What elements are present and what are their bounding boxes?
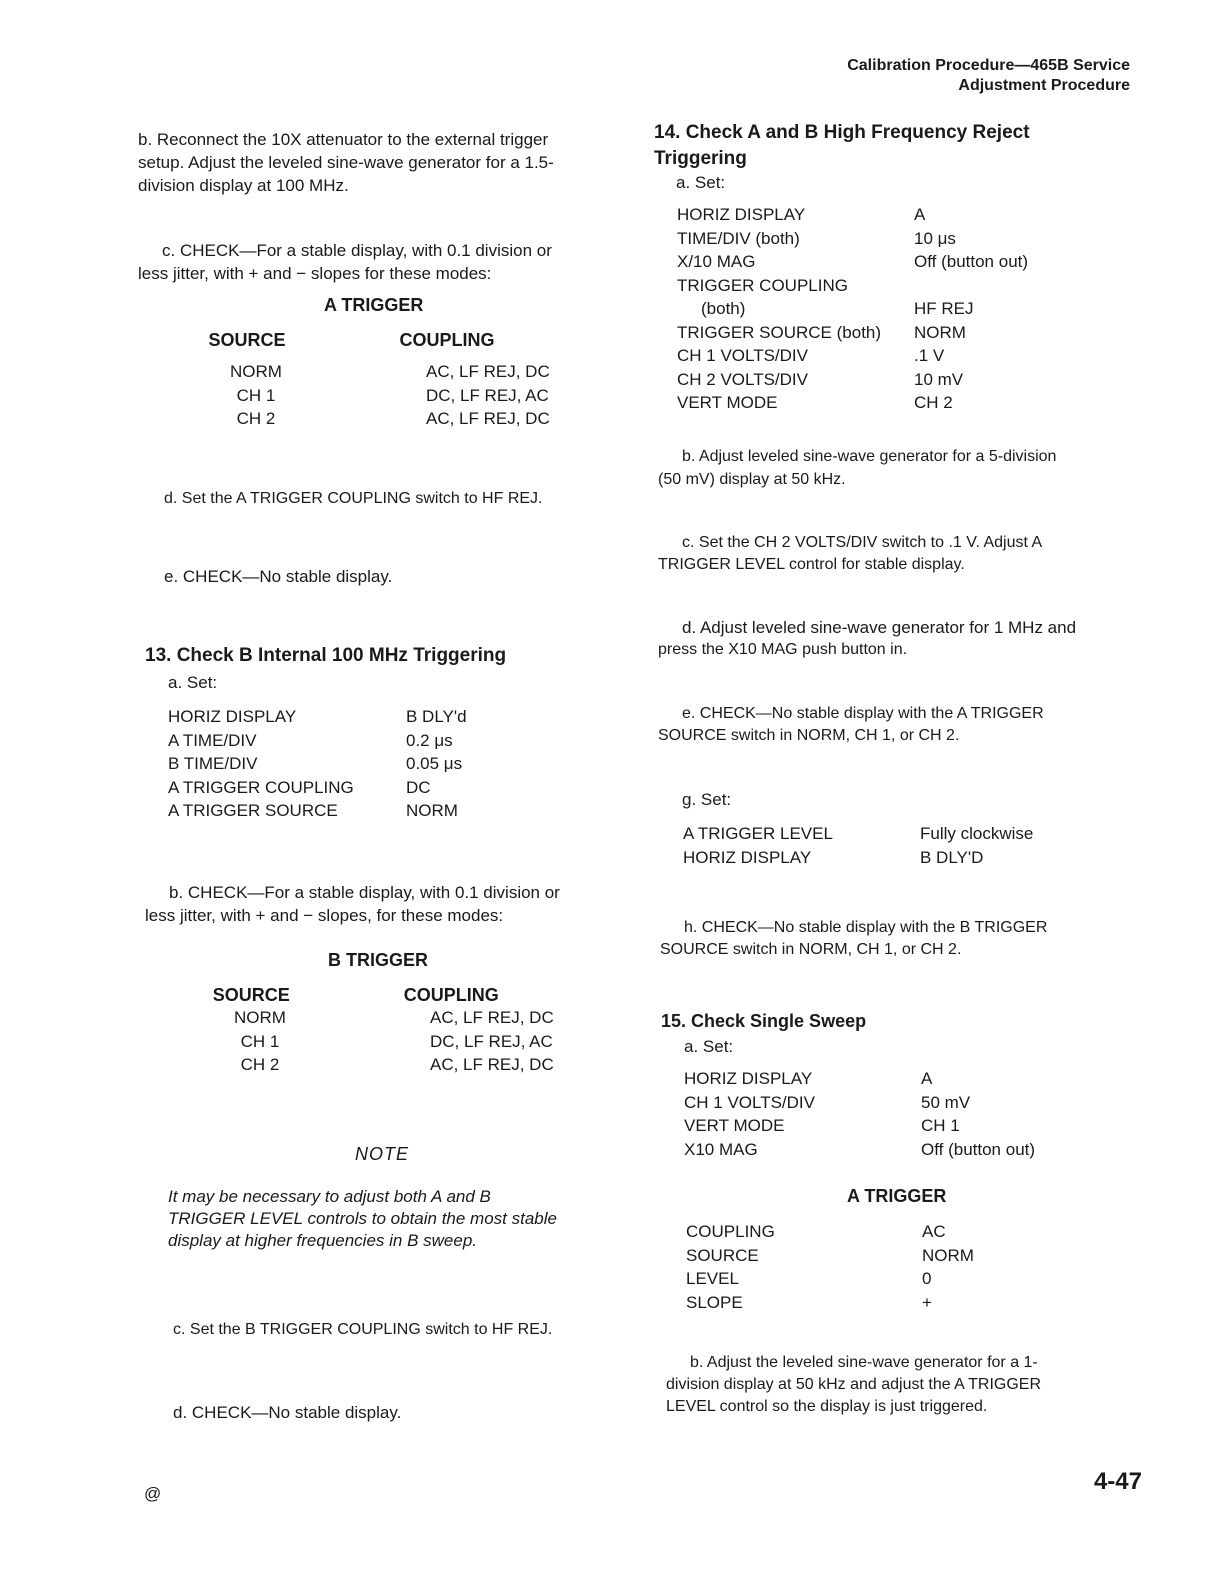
- section-14-step-d: [658, 617, 1138, 661]
- setting-value: Off (button out): [914, 252, 1029, 271]
- coupling-header: COUPLING: [399, 330, 495, 350]
- step-b-line-1: b. Reconnect the 10X attenuator to the external trigger: [138, 130, 549, 149]
- step-b-line-2: division display at 50 kHz and adjust the A TRIGGER: [666, 1376, 1042, 1393]
- section-13-step-d: d. CHECK—No stable display.: [173, 1403, 402, 1422]
- setting-key: CH 1 VOLTS/DIV: [684, 1092, 815, 1112]
- table-row: [204, 1006, 604, 1030]
- section-13-heading: 13. Check B Internal 100 MHz Triggering: [145, 645, 507, 666]
- setting-key: CH 1 VOLTS/DIV: [677, 346, 808, 365]
- table-row: [200, 407, 600, 431]
- coupling-cell: AC, LF REJ, DC: [430, 1055, 554, 1074]
- step-e-line-1: e. CHECK—No stable display with the A TRIGGER: [682, 705, 1044, 722]
- step-h-line-1: h. CHECK—No stable display with the B TRIGGER: [684, 919, 1048, 936]
- setting-value: Fully clockwise: [920, 824, 1034, 843]
- settings-row: [677, 391, 1028, 415]
- source-cell: NORM: [230, 362, 282, 381]
- section-14-step-b: [658, 445, 1138, 491]
- table-row: [204, 1053, 604, 1077]
- settings-row: [677, 321, 1028, 345]
- step-c-line-2: TRIGGER LEVEL control for stable display.: [658, 556, 965, 573]
- coupling-cell: AC, LF REJ, DC: [430, 1008, 554, 1027]
- section-14-heading: [654, 120, 1030, 172]
- setting-value: Off (button out): [921, 1139, 1036, 1159]
- table-row: [200, 360, 600, 384]
- setting-key: CH 2 VOLTS/DIV: [677, 369, 808, 389]
- step-d-set: d. Set the A TRIGGER COUPLING switch to HF REJ.: [164, 490, 543, 507]
- step-c-line-1: c. CHECK—For a stable display, with 0.1 division or: [162, 241, 552, 260]
- step-b-line-1: b. CHECK—For a stable display, with 0.1 division or: [169, 883, 560, 902]
- step-b-line-2: less jitter, with + and − slopes, for these modes:: [145, 906, 504, 925]
- setting-key: SLOPE: [686, 1292, 743, 1312]
- setting-value: NORM: [406, 801, 458, 820]
- source-cell: CH 1: [240, 1031, 280, 1051]
- footer-mark: @: [144, 1484, 162, 1503]
- source-header: SOURCE: [212, 985, 290, 1005]
- note-title: NOTE: [355, 1144, 410, 1164]
- section-15-a-trigger-settings: [686, 1220, 974, 1314]
- section-14-a-label: a. Set:: [676, 173, 726, 192]
- step-d-line-2: press the X10 MAG push button in.: [658, 641, 908, 658]
- setting-key: (both): [701, 299, 746, 318]
- settings-row: [686, 1244, 974, 1268]
- note-line-1: It may be necessary to adjust both A and B: [168, 1187, 491, 1206]
- settings-row: [677, 297, 1028, 321]
- setting-value: CH 1: [921, 1116, 960, 1135]
- section-14-heading-line-1: 14. Check A and B High Frequency Reject: [654, 122, 1030, 143]
- settings-row: [677, 203, 1028, 227]
- section-14-heading-line-2: Triggering: [654, 148, 747, 169]
- step-c-check: [138, 239, 618, 285]
- note-line-2: TRIGGER LEVEL controls to obtain the most stable: [168, 1209, 557, 1228]
- table-row: [204, 1030, 604, 1054]
- note-body: [168, 1186, 608, 1252]
- section-15-heading: 15. Check Single Sweep: [661, 1011, 867, 1031]
- note-line-3: display at higher frequencies in B sweep.: [168, 1231, 478, 1250]
- setting-value: AC: [922, 1222, 946, 1241]
- step-c-line-2: less jitter, with + and − slopes for these modes:: [138, 264, 492, 283]
- section-14-step-c: [658, 532, 1138, 576]
- setting-key: B TIME/DIV: [168, 754, 258, 773]
- setting-key: TIME/DIV (both): [677, 228, 800, 248]
- settings-row: [684, 1114, 1035, 1138]
- setting-value: DC: [406, 777, 431, 797]
- setting-key: A TRIGGER SOURCE: [168, 801, 338, 820]
- step-e-line-2: SOURCE switch in NORM, CH 1, or CH 2.: [658, 727, 960, 744]
- step-d-line-1: d. Adjust leveled sine-wave generator for 1 MHz and: [682, 618, 1077, 637]
- settings-row: [677, 344, 1028, 368]
- section-15-a-trigger-title: A TRIGGER: [847, 1186, 947, 1206]
- coupling-cell: AC, LF REJ, DC: [426, 362, 550, 381]
- section-15-step-b: [666, 1352, 1142, 1418]
- section-14-step-h: [660, 917, 1140, 961]
- setting-value: 0.05 μs: [406, 754, 463, 773]
- step-b-line-3: division display at 100 MHz.: [138, 176, 349, 195]
- coupling-header: COUPLING: [403, 985, 499, 1005]
- setting-key: HORIZ DISPLAY: [168, 707, 297, 726]
- source-cell: CH 2: [236, 409, 276, 428]
- source-cell: CH 2: [240, 1055, 280, 1074]
- setting-value: A: [921, 1069, 933, 1088]
- setting-value: NORM: [922, 1245, 974, 1265]
- setting-value: B DLY'D: [920, 847, 984, 867]
- setting-key: TRIGGER SOURCE (both): [677, 322, 882, 342]
- section-13-settings: [168, 705, 467, 823]
- settings-row: [168, 776, 467, 800]
- settings-row: [168, 729, 467, 753]
- settings-row: [686, 1291, 974, 1315]
- setting-value: 10 mV: [914, 369, 964, 389]
- setting-key: COUPLING: [686, 1222, 775, 1241]
- setting-key: X10 MAG: [684, 1139, 758, 1159]
- step-c-line-1: c. Set the CH 2 VOLTS/DIV switch to .1 V. Adjust A: [682, 534, 1043, 551]
- step-b-line-1: b. Adjust leveled sine-wave generator for a 5-division: [682, 448, 1057, 465]
- section-14-g-settings: [683, 822, 1033, 869]
- running-header: [847, 56, 1130, 96]
- section-14-step-e: [658, 703, 1138, 747]
- setting-value: 0: [922, 1269, 932, 1288]
- coupling-cell: DC, LF REJ, AC: [426, 385, 549, 405]
- step-b-line-1: b. Adjust the leveled sine-wave generator for a 1-: [690, 1354, 1038, 1371]
- section-13-step-b: [145, 881, 625, 927]
- setting-value: +: [922, 1292, 932, 1312]
- section-13-step-c: c. Set the B TRIGGER COUPLING switch to HF REJ.: [173, 1321, 553, 1338]
- setting-value: 50 mV: [921, 1092, 971, 1112]
- settings-row: [683, 822, 1033, 846]
- setting-value: HF REJ: [914, 299, 974, 318]
- setting-key: VERT MODE: [677, 393, 778, 412]
- setting-value: CH 2: [914, 393, 953, 412]
- setting-key: TRIGGER COUPLING: [677, 275, 848, 295]
- settings-row: [677, 274, 1028, 298]
- section-15-a-label: a. Set:: [684, 1037, 734, 1056]
- setting-value: 10 μs: [914, 228, 956, 248]
- setting-key: HORIZ DISPLAY: [677, 205, 806, 224]
- setting-key: VERT MODE: [684, 1116, 785, 1135]
- source-cell: CH 1: [236, 385, 276, 405]
- b-trigger-table-title: B TRIGGER: [328, 950, 429, 970]
- step-b-line-2: setup. Adjust the leveled sine-wave generator for a 1.5-: [138, 153, 554, 172]
- coupling-cell: AC, LF REJ, DC: [426, 409, 550, 428]
- settings-row: [168, 752, 467, 776]
- step-b-line-3: LEVEL control so the display is just triggered.: [666, 1398, 988, 1415]
- setting-value: B DLY'd: [406, 707, 467, 726]
- settings-row: [684, 1091, 1035, 1115]
- b-trigger-table: [204, 985, 604, 1077]
- section-14-g-label: g. Set:: [682, 790, 732, 809]
- settings-row: [686, 1267, 974, 1291]
- step-e-check: e. CHECK—No stable display.: [164, 567, 393, 586]
- section-15-settings: [684, 1067, 1035, 1161]
- source-header: SOURCE: [208, 330, 286, 350]
- settings-row: [168, 799, 467, 823]
- setting-value: NORM: [914, 322, 966, 342]
- setting-key: A TIME/DIV: [168, 730, 257, 750]
- step-b-line-2: (50 mV) display at 50 kHz.: [658, 471, 846, 488]
- settings-row: [677, 250, 1028, 274]
- setting-key: HORIZ DISPLAY: [684, 1069, 813, 1088]
- page-number: 4-47: [1093, 1468, 1142, 1495]
- a-trigger-table: [200, 330, 600, 431]
- header-line-2: Adjustment Procedure: [958, 77, 1130, 94]
- setting-value: A: [914, 205, 926, 224]
- setting-key: SOURCE: [686, 1245, 759, 1265]
- source-cell: NORM: [234, 1008, 286, 1027]
- setting-key: X/10 MAG: [677, 252, 756, 271]
- settings-row: [677, 227, 1028, 251]
- setting-key: A TRIGGER COUPLING: [168, 777, 354, 797]
- settings-row: [168, 705, 467, 729]
- setting-key: LEVEL: [686, 1269, 739, 1288]
- settings-row: [684, 1138, 1035, 1162]
- step-b-reconnect: [138, 128, 618, 197]
- section-14-settings: [677, 203, 1028, 415]
- step-h-line-2: SOURCE switch in NORM, CH 1, or CH 2.: [660, 941, 962, 958]
- setting-value: .1 V: [914, 346, 945, 365]
- settings-row: [677, 368, 1028, 392]
- settings-row: [686, 1220, 974, 1244]
- table-row: [200, 384, 600, 408]
- setting-key: HORIZ DISPLAY: [683, 847, 812, 867]
- a-trigger-table-title: A TRIGGER: [324, 295, 424, 315]
- coupling-cell: DC, LF REJ, AC: [430, 1031, 553, 1051]
- setting-key: A TRIGGER LEVEL: [683, 824, 833, 843]
- setting-value: 0.2 μs: [406, 730, 453, 750]
- header-line-1: Calibration Procedure—465B Service: [847, 57, 1130, 74]
- settings-row: [683, 846, 1033, 870]
- settings-row: [684, 1067, 1035, 1091]
- section-13-a-label: a. Set:: [168, 673, 218, 692]
